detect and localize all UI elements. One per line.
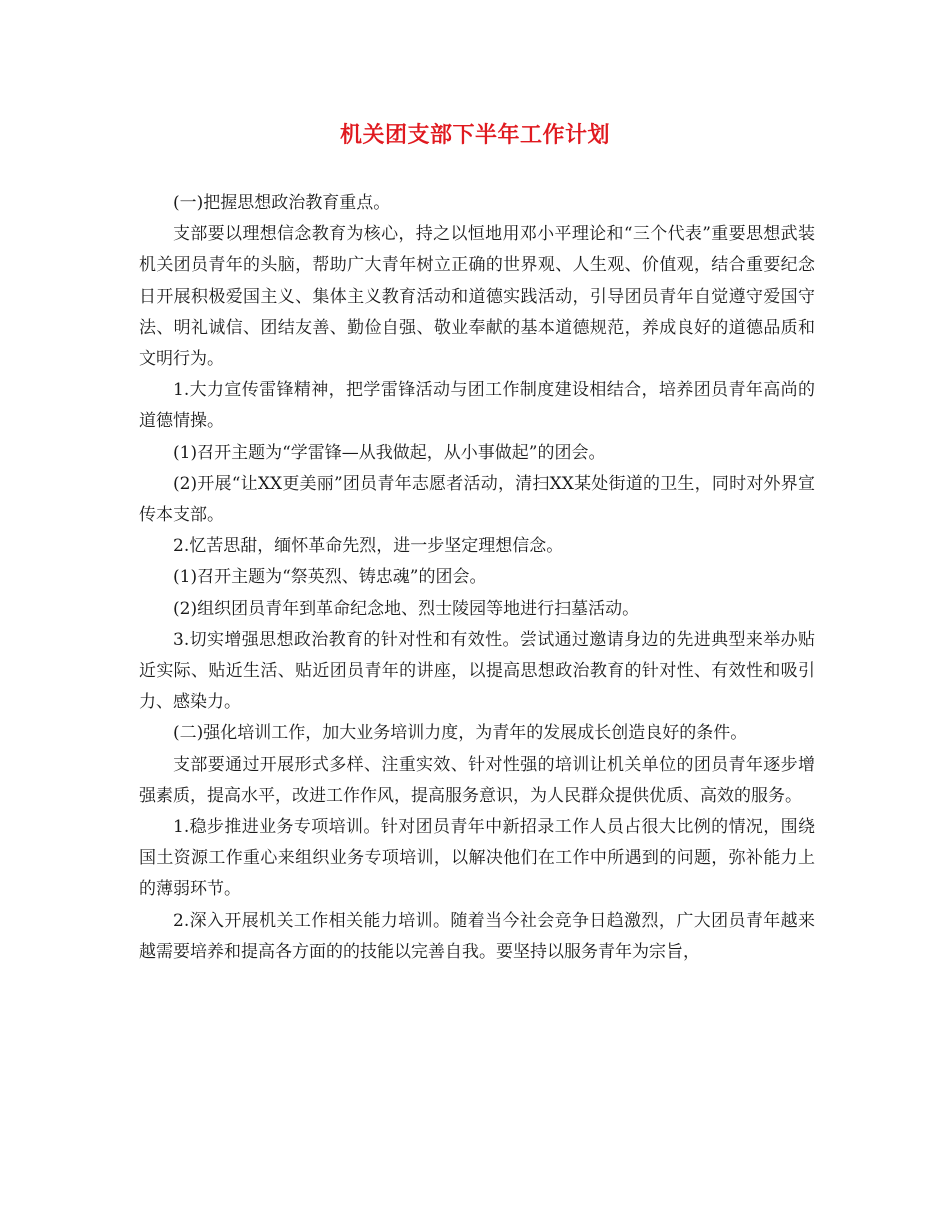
paragraph-section-1-heading: (一)把握思想政治教育重点。 — [173, 193, 391, 213]
paragraph-section-2-heading: (二)强化培训工作，加大业务培训力度，为青年的发展成长创造良好的条件。 — [173, 723, 748, 744]
paragraph-item-1-1-a: (1)召开主题为“学雷锋—从我做起，从小事做起”的团会。 — [173, 442, 606, 463]
document-body — [139, 188, 815, 968]
paragraph-item-2-1: 1.稳步推进业务专项培训。针对团员青年中新招录工作人员占很大比例的情况，围绕国土资源工作重心来组织业务专项培训，以解决他们在工作中所遇到的问题，弥补能力上的薄弱环节。 — [139, 817, 815, 900]
paragraph-item-1-2: 2.忆苦思甜，缅怀革命先烈，进一步坚定理想信念。 — [173, 536, 564, 557]
paragraph-item-1-2-a: (1)召开主题为“祭英烈、铸忠魂”的团会。 — [173, 567, 487, 588]
paragraph-item-2-2: 2.深入开展机关工作相关能力培训。随着当今社会竞争日趋激烈，广大团员青年越来越需要培养和提高各方面的的技能以完善自我。要坚持以服务青年为宗旨， — [139, 910, 815, 962]
paragraph-section-2-intro: 支部要通过开展形式多样、注重实效、针对性强的培训让机关单位的团员青年逐步增强素质，提高水平，改进工作作风，提高服务意识，为人民群众提供优质、高效的服务。 — [139, 754, 815, 806]
paragraph-item-1-1: 1.大力宣传雷锋精神，把学雷锋活动与团工作制度建设相结合，培养团员青年高尚的道德情操。 — [139, 380, 815, 432]
paragraph-item-1-3: 3.切实增强思想政治教育的针对性和有效性。尝试通过邀请身边的先进典型来举办贴近实际、贴近生活、贴近团员青年的讲座，以提高思想政治教育的针对性、有效性和吸引力、感染力。 — [139, 629, 815, 713]
paragraph-item-1-1-b: (2)开展“让XX更美丽”团员青年志愿者活动，清扫XX某处街道的卫生，同时对外界宣传本支部。 — [139, 473, 815, 526]
paragraph-section-1-intro: 支部要以理想信念教育为核心，持之以恒地用邓小平理论和“三个代表”重要思想武装机关团员青年的头脑，帮助广大青年树立正确的世界观、人生观、价值观，结合重要纪念日开展积极爱国主义、集体主义教育活动和道德实践活动，引导团员青年自觉遵守爱国守法、明礼诚信、团结友善、勤俭自强、敬业奉献的基本道德规范，养成良好的道德品质和文明行为。 — [139, 224, 815, 370]
paragraph-item-1-2-b: (2)组织团员青年到革命纪念地、烈士陵园等地进行扫墓活动。 — [173, 598, 640, 619]
document-title: 机关团支部下半年工作计划 — [339, 123, 610, 148]
